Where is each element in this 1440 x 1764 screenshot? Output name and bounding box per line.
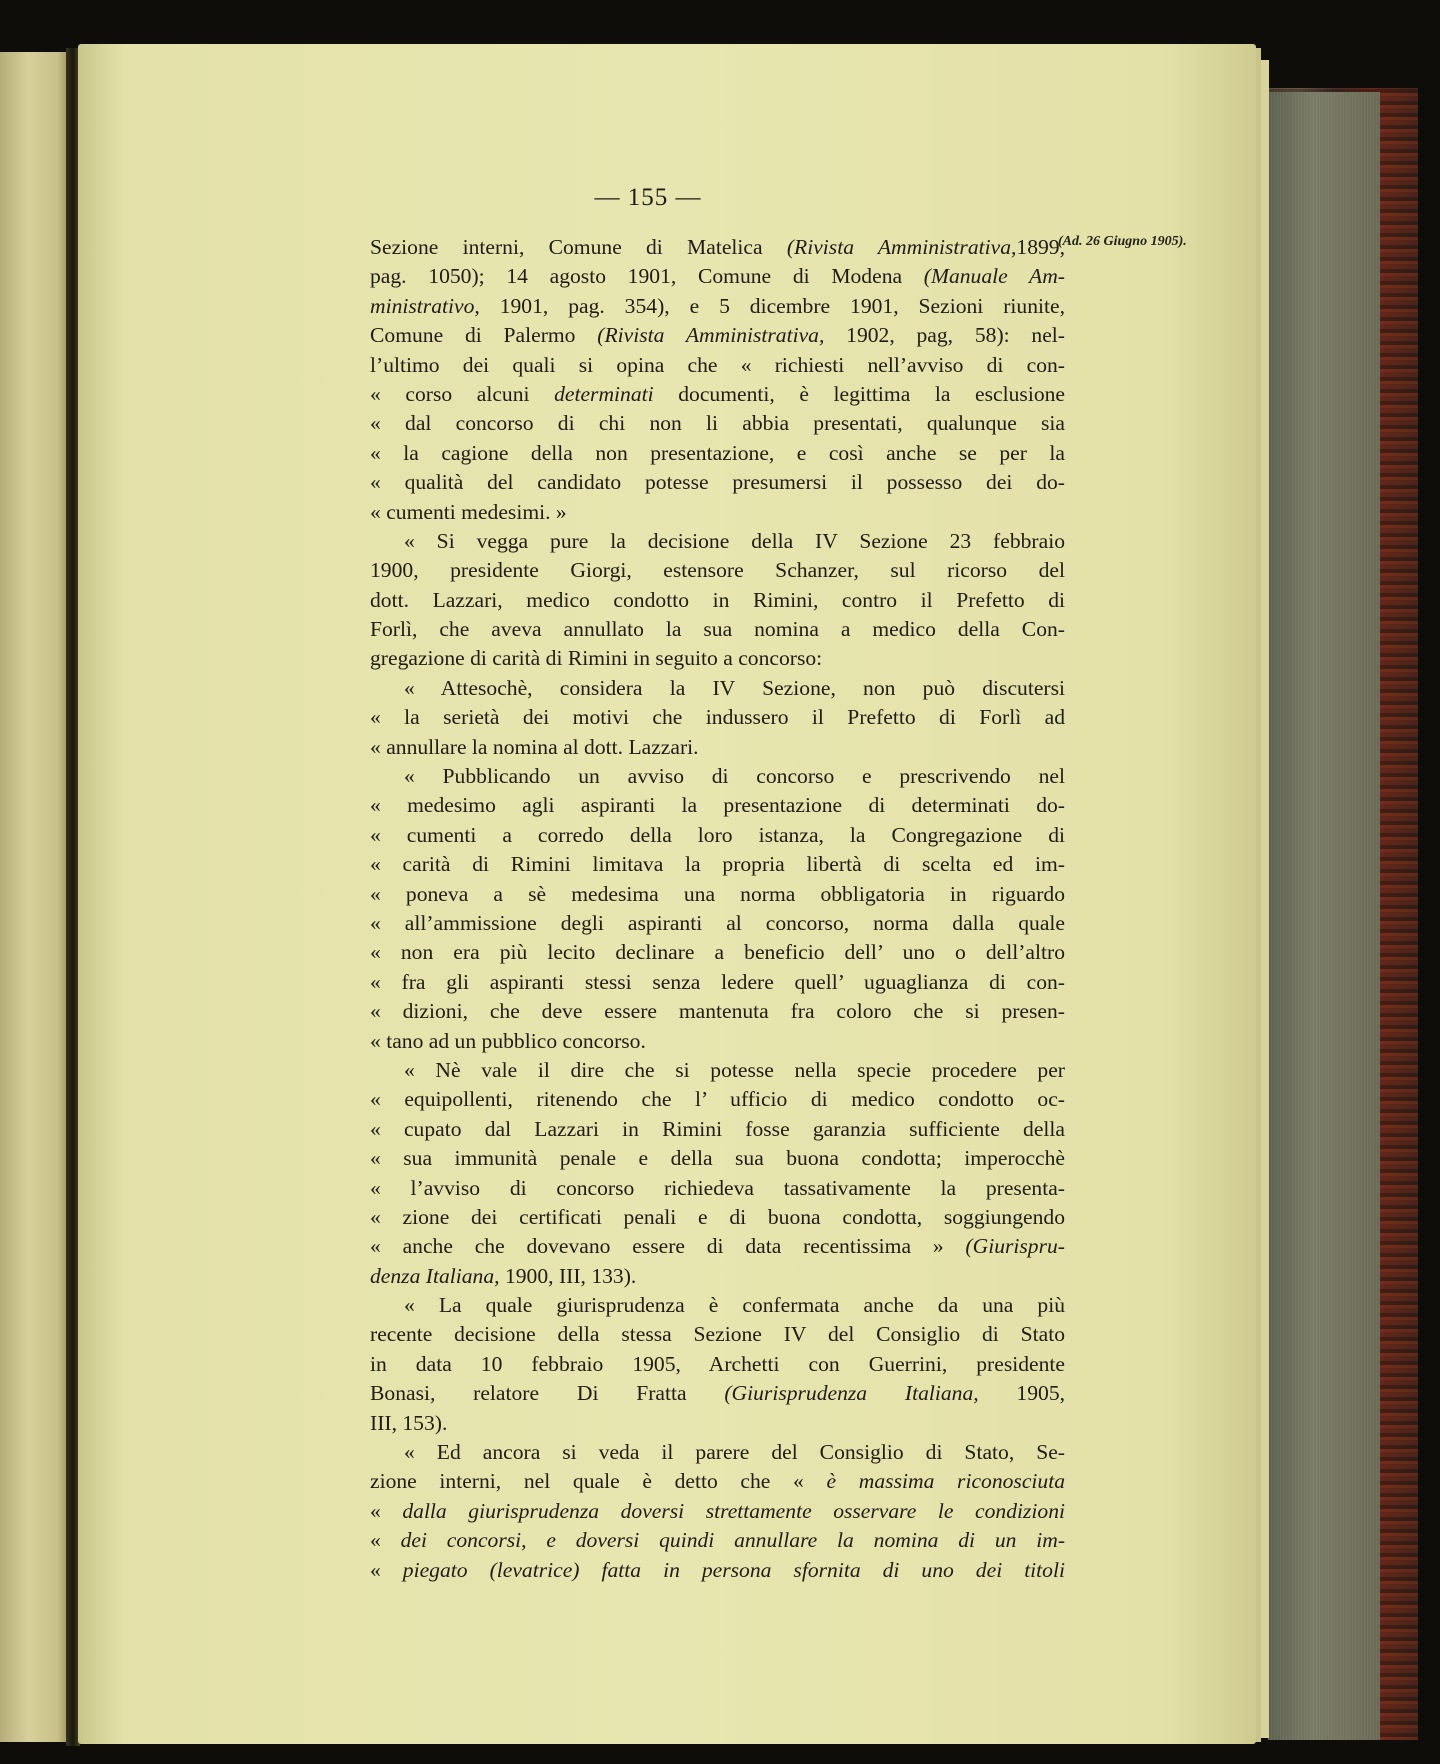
text-run: « Si vegga pure la decisione della IV Sezione 23 febbraio <box>404 528 1065 553</box>
text-run: « non era più lecito declinare a beneficio dell’ uno o dell’altro <box>370 940 1065 965</box>
italic-text: determinati <box>554 381 654 406</box>
text-line <box>370 1291 1065 1320</box>
text-run: « <box>370 1557 403 1582</box>
text-line <box>370 644 1065 673</box>
text-run: « Ed ancora si veda il parere del Consiglio di Stato, Se- <box>404 1440 1065 1465</box>
text-run: III, 153). <box>370 1410 448 1435</box>
text-line <box>370 233 1065 262</box>
text-run: « poneva a sè medesima una norma obbligatoria in riguardo <box>370 881 1065 906</box>
body-text <box>370 233 1065 1585</box>
text-run: 1901, pag. 354), e 5 dicembre 1901, Sezioni riunite, <box>479 293 1065 318</box>
text-line <box>370 1379 1065 1408</box>
italic-text: piegato (levatrice) fatta in persona sfornita di uno dei titoli <box>402 1557 1065 1582</box>
text-run: « all’ammissione degli aspiranti al concorso, norma dalla quale <box>370 910 1065 935</box>
text-run: « La quale giurisprudenza è confermata anche da una più <box>404 1293 1065 1318</box>
facing-page <box>0 52 72 1742</box>
text-line <box>370 1174 1065 1203</box>
text-run: pag. 1050); 14 agosto 1901, Comune di Modena <box>370 264 924 289</box>
text-run: 1900, III, 133). <box>499 1263 637 1288</box>
text-run: 1900, presidente Giorgi, estensore Schanzer, sul ricorso del <box>370 558 1065 583</box>
text-run: « medesimo agli aspiranti la presentazione di determinati do- <box>370 793 1065 818</box>
text-line <box>370 527 1065 556</box>
text-run: « annullare la nomina al dott. Lazzari. <box>370 734 699 759</box>
italic-text: ministrativo, <box>370 293 480 318</box>
text-run: 1899, <box>1016 235 1065 259</box>
text-line <box>370 938 1065 967</box>
text-run: « Attesochè, considera la IV Sezione, non può discutersi <box>404 675 1065 700</box>
text-line <box>370 1467 1065 1496</box>
italic-text: (Giurispru- <box>965 1234 1065 1259</box>
page-number: — 155 — <box>594 184 702 211</box>
text-run: « dal concorso di chi non li abbia presentati, qualunque sia <box>370 411 1065 436</box>
text-run: 1902, pag, 58): nel- <box>824 323 1065 348</box>
page-block-edge <box>1268 92 1380 1740</box>
text-line <box>370 733 1065 762</box>
text-line <box>370 468 1065 497</box>
text-line <box>370 1085 1065 1114</box>
text-run: « sua immunità penale e della sua buona condotta; imperocchè <box>370 1146 1065 1171</box>
text-run: « cumenti a corredo della loro istanza, la Congregazione di <box>370 822 1065 847</box>
text-run: « anche che dovevano essere di data recentissima » <box>370 1234 966 1259</box>
text-run: « qualità del candidato potesse presumersi il possesso dei do- <box>370 470 1065 495</box>
text-line <box>370 1203 1065 1232</box>
text-run: Forlì, che aveva annullato la sua nomina a medico della Con- <box>370 617 1065 642</box>
text-line <box>370 1526 1065 1555</box>
text-run: « cumenti medesimi. » <box>370 499 567 524</box>
text-line <box>370 1262 1065 1291</box>
text-run: Comune di Palermo <box>370 323 598 348</box>
text-line <box>370 762 1065 791</box>
text-line <box>370 439 1065 468</box>
italic-text: è massima riconosciuta <box>826 1469 1065 1494</box>
text-line <box>370 880 1065 909</box>
text-line <box>370 1409 1065 1438</box>
text-line <box>370 1320 1065 1349</box>
text-run: « tano ad un pubblico concorso. <box>370 1028 646 1053</box>
text-run: « dizioni, che deve essere mantenuta fra coloro che si presen- <box>370 999 1065 1024</box>
text-line <box>370 674 1065 703</box>
text-run: « carità di Rimini limitava la propria libertà di scelta ed im- <box>370 852 1065 877</box>
text-run: « corso alcuni <box>370 381 555 406</box>
book-page <box>78 44 1256 1744</box>
text-line <box>370 1115 1065 1144</box>
italic-text: (Giurisprudenza Italiana, <box>724 1381 979 1406</box>
text-line <box>370 380 1065 409</box>
text-line <box>370 1144 1065 1173</box>
text-line <box>370 821 1065 850</box>
text-line <box>370 351 1065 380</box>
text-line <box>370 586 1065 615</box>
text-line <box>370 409 1065 438</box>
text-run: « Pubblicando un avviso di concorso e prescrivendo nel <box>404 764 1065 789</box>
text-run: « cupato dal Lazzari in Rimini fosse garanzia sufficiente della <box>370 1116 1065 1141</box>
text-line <box>370 1027 1065 1056</box>
text-run: in data 10 febbraio 1905, Archetti con Guerrini, presidente <box>370 1351 1065 1376</box>
margin-note: (Ad. 26 Giugno 1905). <box>1058 234 1187 249</box>
text-line <box>370 292 1065 321</box>
italic-text: dei concorsi, e doversi quindi annullare la nomina di un im- <box>400 1528 1066 1553</box>
text-run: l’ultimo dei quali si opina che « richiesti nell’avviso di con- <box>370 352 1065 377</box>
text-run: zione interni, nel quale è detto che « <box>370 1469 827 1494</box>
text-run: « fra gli aspiranti stessi senza ledere quell’ uguaglianza di con- <box>370 969 1065 994</box>
text-line <box>370 968 1065 997</box>
text-run: dott. Lazzari, medico condotto in Rimini, contro il Prefetto di <box>370 587 1065 612</box>
text-line <box>370 703 1065 732</box>
text-line <box>370 321 1065 350</box>
text-run: « <box>370 1528 401 1553</box>
text-run: « Nè vale il dire che si potesse nella specie procedere per <box>404 1057 1065 1082</box>
text-run: Sezione interni, Comune di Matelica <box>370 235 787 259</box>
text-run: « zione dei certificati penali e di buona condotta, soggiungendo <box>370 1204 1065 1229</box>
text-line <box>370 556 1065 585</box>
text-line <box>370 791 1065 820</box>
italic-text: (Rivista Amministrativa, <box>597 323 825 348</box>
text-line <box>370 1497 1065 1526</box>
text-line <box>370 1556 1065 1585</box>
italic-text: (Manuale Am- <box>923 264 1065 289</box>
text-line <box>370 1438 1065 1467</box>
italic-text: denza Italiana, <box>370 1263 500 1288</box>
text-line <box>370 498 1065 527</box>
text-line <box>370 1350 1065 1379</box>
text-run: gregazione di carità di Rimini in seguito a concorso: <box>370 646 823 671</box>
text-line <box>370 909 1065 938</box>
text-run: « l’avviso di concorso richiedeva tassativamente la presenta- <box>370 1175 1065 1200</box>
text-line <box>370 850 1065 879</box>
text-run: Bonasi, relatore Di Fratta <box>370 1381 725 1406</box>
italic-text: dalla giurisprudenza doversi strettamente osservare le condizioni <box>402 1498 1065 1523</box>
text-line <box>370 1232 1065 1261</box>
text-line <box>370 1056 1065 1085</box>
text-run: « la cagione della non presentazione, e così anche se per la <box>370 440 1065 465</box>
italic-text: (Rivista Amministrativa, <box>786 235 1017 259</box>
text-run: « equipollenti, ritenendo che l’ ufficio di medico condotto oc- <box>370 1087 1065 1112</box>
text-run: recente decisione della stessa Sezione IV del Consiglio di Stato <box>370 1322 1065 1347</box>
page-stack-edge <box>1260 60 1269 1738</box>
text-run: « <box>370 1498 403 1523</box>
text-run: documenti, è legittima la esclusione <box>653 381 1066 406</box>
text-run: « la serietà dei motivi che indussero il Prefetto di Forlì ad <box>370 705 1065 730</box>
text-line <box>370 997 1065 1026</box>
text-line <box>370 615 1065 644</box>
text-run: 1905, <box>978 1381 1066 1406</box>
text-line <box>370 262 1065 291</box>
